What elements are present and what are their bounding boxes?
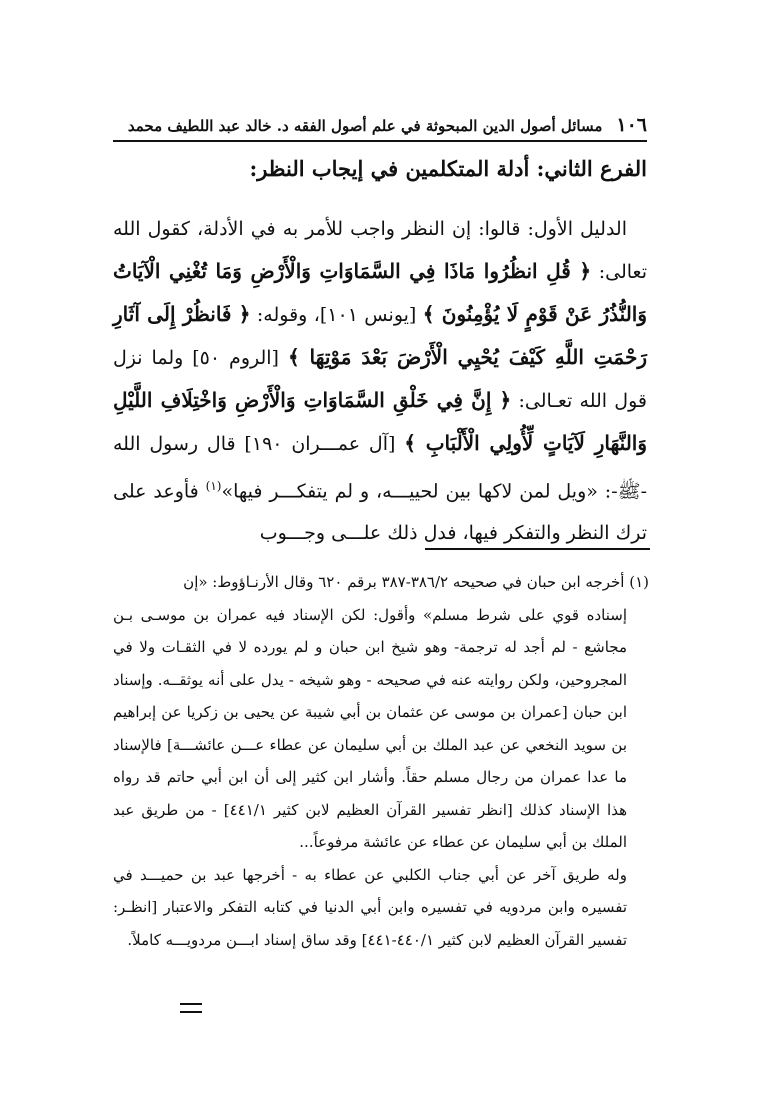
- header-rule: [113, 140, 647, 142]
- running-title: مسائل أصول الدين المبحوثة في علم أصول الفقه د. خالد عبد اللطيف محمد: [127, 117, 603, 135]
- body-intro: الدليل الأول: قالوا: إن النظر واجب للأمر به في الأدلة، كقول الله تعالى:: [113, 218, 648, 283]
- body-ref-rum: [الروم ٥٠] ولما نزل قول الله تعـالى:: [113, 347, 647, 412]
- continuation-mark: [180, 1003, 202, 1013]
- body-conclusion: فأوعد على ترك النظر والتفكر فيها، فدل ذلك علـــى وجـــوب: [113, 480, 647, 545]
- footnotes: [113, 566, 649, 956]
- quran-verse-al-imran: ﴿ إِنَّ فِي خَلْقِ السَّمَاوَاتِ وَالْأَرْضِ وَاخْتِلَافِ اللَّيْلِ وَالنَّهَارِ لَآيَاتٍ لِّأُولِي الْأَلْبَابِ ﴾: [113, 388, 648, 455]
- footnote-2-body: وله طريق آخر عن أبي جناب الكلبي عن عطاء به - أخرجها عبد بن حميـــد في تفسيره وابن مردويه في تفسيره وابن أبي الدنيا في كتابه التفكر والاعتبار [انظـر: تفسير القرآن العظيم لابن كثير ٤٤٠/١-٤٤١] وقد ساق إسناد ابـــن مردويـــه كاملاً.: [113, 865, 627, 949]
- body-hadith: [آل عمـــران ١٩٠] قال رسول الله -ﷺ-: «ويل لمن لاكها بين لحييـــه، و لم يتفكـــر فيها»: [113, 433, 647, 503]
- page-header: [113, 114, 647, 138]
- section-heading: الفرع الثاني: أدلة المتكلمين في إيجاب النظر:: [249, 156, 647, 181]
- page-number: ١٠٦: [616, 114, 647, 136]
- quran-verse-yunus: ﴿ قُلِ انظُرُوا مَاذَا فِي السَّمَاوَاتِ وَالْأَرْضِ وَمَا تُغْنِي الْآيَاتُ وَالنُّذُرُ عَنْ قَوْمٍ لَا يُؤْمِنُونَ ﴾: [113, 259, 648, 326]
- body-paragraph: [113, 208, 647, 554]
- footnote-reference: (١): [205, 479, 222, 493]
- body-text: [113, 208, 647, 554]
- footnote-1-first-line: (١) أخرجه ابن حبان في صحيحه ٣٨٦/٢-٣٨٧ برقم ٦٢٠ وقال الأرنـاؤوط: «إن: [183, 573, 649, 591]
- quran-verse-rum: ﴿ فَانظُرْ إِلَى آثَارِ رَحْمَتِ اللَّهِ كَيْفَ يُحْيِي الْأَرْضَ بَعْدَ مَوْتِهَا ﴾: [113, 302, 647, 369]
- footnote-separator: [425, 548, 650, 550]
- footnote-1-body: إسناده قوي على شرط مسلم» وأقول: لكن الإسناد فيه عمران بن موسـى بـن مجاشع - لم أجد له ترجمة- وهو شيخ ابن حبان و لم يورده لا في الثقـات ولا في المجروحين، ولكن روايته عنه في صحيحه - وهو شيخه - يدل على أنه يوثقــه. وإسناد ابن حبان [عمران بن موسى عن عثمان بن أبي شيبة عن يحيى بن زكريا عن إبراهيم بن سويد النخعي عن عبد الملك بن أبي سليمان عن عطاء عـــن عائشـــة] فالإسناد ما عدا عمران من رجال مسلم حقاً. وأشار ابن كثير إلى أن ابن أبي حاتم قد رواه هذا الإسناد كذلك [انظر تفسير القرآن العظيم لابن كثير ٤٤١/١] - من طريق عبد الملك بن أبي سليمان عن عطاء عن عائشة مرفوعاً...: [113, 605, 627, 851]
- body-ref-yunus: [يونس ١٠١]، وقوله:: [250, 304, 423, 326]
